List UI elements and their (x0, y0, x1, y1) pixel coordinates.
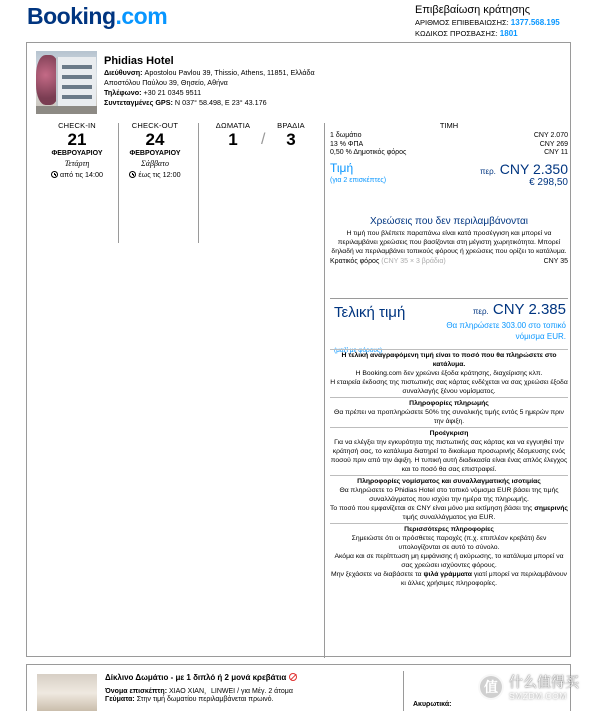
guest-name: Όνομα επισκέπτη: XIAO XIAN，LINWEI / για Μέγ. 2 άτομα (105, 688, 293, 695)
state-tax-row: Κρατικός φόρος (CNY 35 × 3 βράδια) CNY 35 (330, 258, 568, 265)
room-photo[interactable] (37, 674, 97, 711)
price-eur: € 298,50 (529, 176, 568, 188)
excluded-charges: Χρεώσεις που δεν περιλαμβάνονται Η τιμή που βλέπετε παραπάνω είναι κατά προσέγγιση και μπορεί να περιλαμβάνει χρεώσεις που βασίζονται στη μέγιστη χωρητικότητα. Μπορεί δηλαδή να περιλαμβάνει τοπικούς φόρους ή χρεώσεις που ορίζει το κατάλυμα. Κρατικός φόρος (CNY 35 × 3 βράδια) CNY 35 (330, 216, 568, 265)
checkout-day: 24 (145, 130, 165, 149)
clock-icon (51, 171, 58, 178)
more-info: Περισσότερες πληροφορίες Σημειώστε ότι οι πρόσθετες παροχές (π.χ. επιπλέον κρεβάτι) δεν υπολογίζονται σε αυτό το σύνολο. Ακόμα και σε περίπτωση μη εμφάνισης ή ακύρωσης, το κατάλυμα μπορεί να σας χρεώσει ισχύοντες φόρους. Μην ξεχάσετε να διαβάσετε τα ψιλά γράμματα γιατί μπορεί να περιλαμβάνουν κι άλλες χρήσιμες πληροφορίες. (330, 523, 568, 589)
confirmation-block (415, 4, 560, 38)
preauth-info: Προέγκριση Για να ελέγξει την εγκυρότητα της πιστωτικής σας κάρτας και να εγγυηθεί την κράτησή σας, το κατάλυμα διατηρεί το δικαίωμα προσωρινής δέσμευσης ενός ποσού πριν από την άφιξη. Η τυπική αυτή διαδικασία είναι ένας απλός έλεγχος και το ποσό θα σας επιστραφεί. (330, 427, 568, 475)
final-price: Τελική τιμή περ. CNY 2.385 Θα πληρώσετε 303.00 στο τοπικό νόμισμα EUR. (μαζί με φόρους) (330, 298, 568, 299)
booking-logo[interactable]: Booking.com (27, 3, 168, 29)
confirmation-title: Επιβεβαίωση κράτησης (415, 4, 531, 16)
watermark-badge-icon: 值 (478, 674, 504, 700)
nights-count: 3 (286, 130, 296, 149)
fine-print-link[interactable]: ψιλά γράμματα (423, 571, 472, 578)
checkout-block: CHECK-OUT 24 ΦΕΒΡΟΥΑΡΙΟΥ Σάββατο έως τις 12:00 (119, 121, 191, 179)
hotel-address: Διεύθυνση: Apostolou Pavlou 39, Thissio, Athens, 11851, Ελλάδα (104, 68, 315, 77)
hotel-phone: Τηλέφωνο: +30 21 0345 9511 (104, 88, 202, 97)
confirmation-number-row: ΑΡΙΘΜΟΣ ΕΠΙΒΕΒΑΙΩΣΗΣ: 1377.568.195 (415, 18, 560, 27)
hotel-gps: Συντεταγμένες GPS: N 037° 58.498, E 23° 43.176 (104, 98, 267, 107)
price-block: ΤΙΜΗ 1 δωμάτιο CNY 2.070 13 % ΦΠΑ CNY 269 0,50 % Δημοτικός φόρος CNY 11 Τιμή περ. CNY 2.350 (για 2 επισκέπτες) € 298,50 (330, 121, 568, 188)
rooms-block: ΔΩΜΑΤΙΑ 1 (207, 121, 259, 150)
hotel-name[interactable]: Phidias Hotel (104, 55, 174, 67)
final-price-label: Τελική τιμή (334, 304, 406, 321)
notes-block: Η τελική αναγραφόμενη τιμή είναι το ποσό που θα πληρώσετε στο κατάλυμα. Η Booking.com δεν χρεώνει έξοδα κράτησης, διαχείρισης κλπ. Η εταιρεία έκδοσης της πιστωτικής σας κάρτας ενδέχεται να σας χρεώσει έξοδα συναλλαγής ξένου νομίσματος. Πληροφορίες πληρωμής Θα πρέπει να προπληρώσετε 50% της συνολικής τιμής εντός 5 ημερών πριν την άφιξη. Προέγκριση Για να ελέγξει την εγκυρότητα της πιστωτικής σας κάρτας και να εγγυηθεί την κράτησή σας, το κατάλυμα διατηρεί το δικαίωμα προσωρινής δέσμευσης ενός ποσού πριν από την άφιξη. Η τυπική αυτή διαδικασία είναι ένας απλός έλεγχος και το ποσό θα σας επιστραφεί. Πληροφορίες νομίσματος και συναλλαγματικής ισοτιμίας Θα πληρώσετε το Phidias Hotel στο τοπικό νόμισμα EUR βάσει της τιμής συναλλάγματος που ισχύει την ημέρα της πληρωμής. Το ποσό που εμφανίζεται σε CNY είναι μόνο μια εκτίμηση βάσει της σημερινής τιμής συναλλάγματος για EUR. Περισσότερες πληροφορίες Σημειώστε ότι οι πρόσθετες παροχές (π.χ. επιπλέον κρεβάτι) δεν υπολογίζονται σε αυτό το σύνολο. Ακόμα και σε περίπτωση μη εμφάνισης ή ακύρωσης, το κατάλυμα μπορεί να σας χρεώσει ισχύοντες φόρους. Μην ξεχάσετε να διαβάσετε τα ψιλά γράμματα γιατί μπορεί να περιλαμβάνουν κι άλλες χρήσιμες πληροφορίες. (330, 349, 568, 589)
payment-info: Πληροφορίες πληρωμής Θα πρέπει να προπληρώσετε 50% της συνολικής τιμής εντός 5 ημερών πριν την άφιξη. (330, 397, 568, 427)
header (0, 0, 600, 46)
price-row: 0,50 % Δημοτικός φόρος CNY 11 (330, 149, 568, 156)
price-total: Τιμή περ. CNY 2.350 (330, 160, 568, 177)
currency-info: Πληροφορίες νομίσματος και συναλλαγματικής ισοτιμίας Θα πληρώσετε το Phidias Hotel στο τοπικό νόμισμα EUR βάσει της τιμής συναλλάγματος που ισχύει την ημέρα της πληρωμής. Το ποσό που εμφανίζεται σε CNY είναι μόνο μια εκτίμηση βάσει της σημερινής τιμής συναλλάγματος για EUR. (330, 475, 568, 523)
clock-icon (129, 171, 136, 178)
price-row: 1 δωμάτιο CNY 2.070 (330, 132, 568, 139)
site-watermark: 值 什么值得买 SMZDM.COM (478, 670, 588, 708)
booking-card (26, 42, 571, 657)
room-title[interactable]: Δίκλινο Δωμάτιο - με 1 διπλό ή 2 μονά κρεβάτια (105, 673, 297, 682)
hotel-photo[interactable] (36, 51, 97, 114)
meals-info: Γεύματα: Στην τιμή δωματίου περιλαμβάνεται πρωινό. (105, 696, 274, 703)
rooms-count: 1 (228, 130, 238, 149)
pin-row: ΚΩΔΙΚΟΣ ΠΡΟΣΒΑΣΗΣ: 1801 (415, 29, 518, 38)
stay-summary: CHECK-IN 21 ΦΕΒΡΟΥΑΡΙΟΥ Τετάρτη από τις 14:00 CHECK-OUT 24 ΦΕΒΡΟΥΑΡΙΟΥ Σάββατο έως τις 12:00 ΔΩΜΑΤΙΑ 1 / ΒΡΑΔΙΑ 3 (27, 121, 570, 261)
checkin-day: 21 (67, 130, 87, 149)
checkin-block: CHECK-IN 21 ΦΕΒΡΟΥΑΡΙΟΥ Τετάρτη από τις 14:00 (41, 121, 113, 179)
hotel-address-greek: Αποστόλου Παύλου 39, Θησείο, Αθήνα (104, 78, 228, 87)
final-local-note: Θα πληρώσετε 303.00 στο τοπικό νόμισμα EUR. (446, 321, 566, 341)
confirmation-number: 1377.568.195 (510, 18, 560, 27)
final-price-value: περ. CNY 2.385 (472, 301, 566, 318)
hotel-info (104, 56, 554, 108)
excluded-charges-title: Χρεώσεις που δεν περιλαμβάνονται (369, 216, 528, 227)
pin-code: 1801 (499, 29, 518, 38)
price-row: 13 % ΦΠΑ CNY 269 (330, 140, 568, 148)
no-smoking-icon (289, 673, 297, 681)
cancellation-label: Ακυρωτικά: (413, 701, 452, 708)
nights-block: ΒΡΑΔΙΑ 3 (265, 121, 317, 150)
